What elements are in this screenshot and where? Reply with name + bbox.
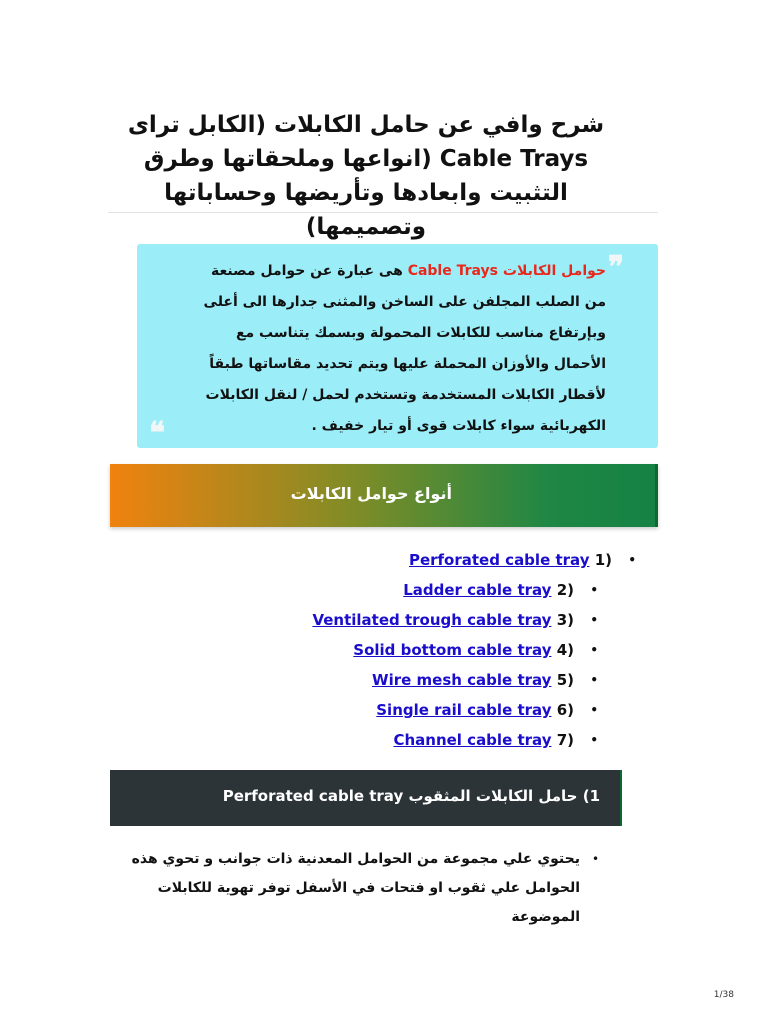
type-link-5[interactable]: Wire mesh cable tray — [372, 671, 552, 689]
bullet-icon: • — [590, 613, 598, 627]
bullet-icon: • — [590, 673, 598, 687]
section-heading — [110, 770, 620, 826]
quote-body: هی عبارة عن حوامل مصنعة من الصلب المجلفن على الساخن والمثنى جدارها الى أعلى وبإرتفاع مناسب للكابلات المحمولة وبسمك يتناسب مع الأحمال والأوزان المحملة عليها ويتم تحديد مقاساتها طبقاً لأقطار الكابلات المستخدمة وتستخدم لحمل / لنقل الكابلات الكهربائية سواء كابلات قوى أو تيار خفيف . — [203, 263, 606, 434]
bullet-icon: • — [590, 703, 598, 717]
list-number: 6) — [556, 701, 574, 719]
quote-highlight: حوامل الكابلات Cable Trays — [407, 263, 606, 279]
list-entry — [376, 695, 574, 725]
list-entry — [393, 725, 574, 755]
list-entry — [409, 545, 612, 575]
list-item — [300, 575, 650, 605]
banner-edge — [655, 464, 658, 527]
list-item — [300, 605, 650, 635]
list-number: 4) — [556, 641, 574, 659]
section-edge — [620, 770, 622, 826]
quote-text — [194, 256, 606, 442]
page-title: شرح وافي عن حامل الكابلات (الكابل ترای Cable Trays (انواعها وملحقاتها وطرق التثبيت وابعادها وتأريضها وحساباتها وتصميمها) — [127, 112, 605, 240]
open-quote-icon: ❞ — [607, 250, 624, 285]
bullet-icon: • — [590, 643, 598, 657]
types-list — [300, 545, 650, 755]
close-quote-icon: ❝ — [149, 416, 166, 451]
list-entry — [403, 575, 574, 605]
list-item — [300, 635, 650, 665]
list-number: 7) — [556, 731, 574, 749]
banner-title: أنواع حوامل الكابلات — [290, 484, 452, 503]
type-link-2[interactable]: Ladder cable tray — [403, 581, 552, 599]
list-number: 2) — [556, 581, 574, 599]
type-link-6[interactable]: Single rail cable tray — [376, 701, 552, 719]
bullet-icon: • — [592, 852, 600, 866]
type-link-3[interactable]: Ventilated trough cable tray — [312, 611, 552, 629]
list-entry — [372, 665, 574, 695]
section-paragraph: يحتوي علي مجموعة من الحوامل المعدنية ذات جوانب و تحوي هذه الحوامل علي ثقوب او فتحات في الأسفل توفر تهوية للكابلات الموضوعة — [131, 851, 580, 925]
bullet-icon: • — [628, 553, 636, 567]
type-link-4[interactable]: Solid bottom cable tray — [353, 641, 552, 659]
list-item — [300, 725, 650, 755]
list-item — [300, 665, 650, 695]
type-link-1[interactable]: Perforated cable tray — [408, 551, 590, 569]
bullet-icon: • — [590, 583, 598, 597]
list-item — [300, 695, 650, 725]
list-entry — [353, 635, 574, 665]
list-number: 3) — [556, 611, 574, 629]
list-number: 5) — [556, 671, 574, 689]
bullet-icon: • — [590, 733, 598, 747]
types-banner — [110, 464, 658, 527]
page-number: 1/38 — [713, 990, 734, 1000]
title-divider — [108, 212, 658, 213]
type-link-7[interactable]: Channel cable tray — [393, 731, 552, 749]
definition-quote — [137, 244, 658, 451]
list-number: 1) — [594, 551, 612, 569]
list-item — [300, 545, 650, 575]
section-title: 1) حامل الكابلات المثقوب Perforated cable tray — [222, 787, 600, 805]
list-entry — [312, 605, 574, 635]
